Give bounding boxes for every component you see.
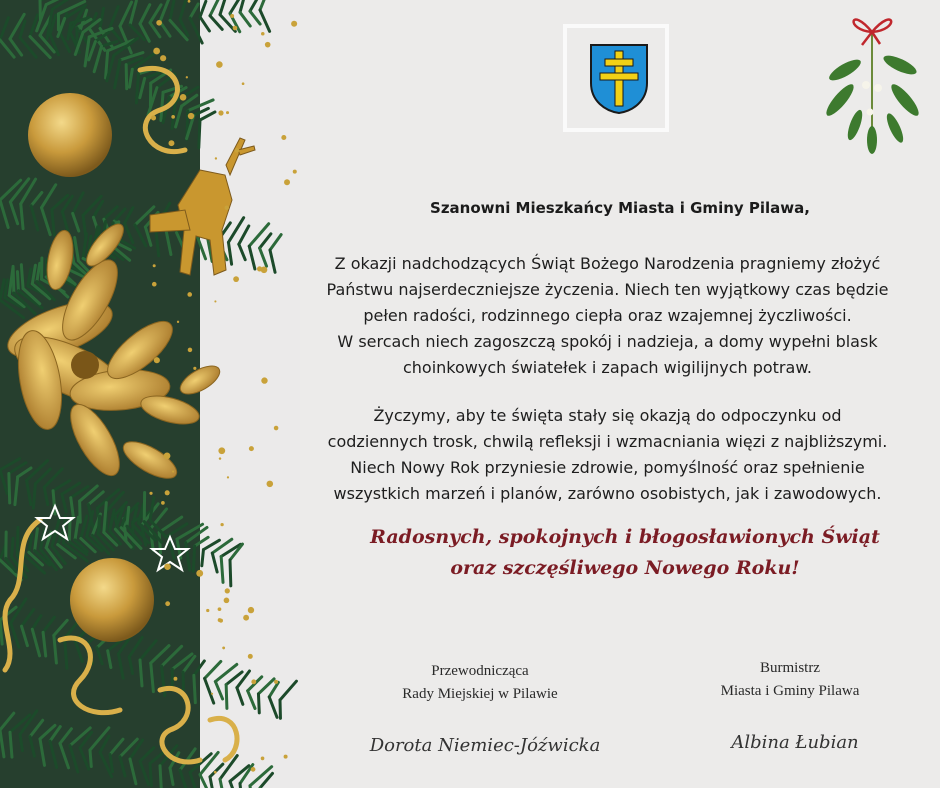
fir-needle	[194, 675, 195, 702]
glitter-dot	[225, 588, 230, 593]
fir-needle	[17, 527, 18, 555]
fir-needle	[69, 520, 70, 541]
fir-needle	[98, 516, 100, 534]
glitter-dot	[214, 771, 217, 774]
glitter-dot	[180, 94, 187, 101]
glitter-dot	[211, 693, 213, 695]
glitter-dot	[165, 490, 170, 495]
fir-needle	[140, 660, 142, 686]
fir-needle	[136, 74, 138, 103]
glitter-dot	[224, 598, 230, 604]
glitter-dot	[171, 115, 175, 119]
greeting-paragraph-1	[305, 251, 910, 381]
glitter-dot	[218, 618, 222, 622]
glitter-dot	[261, 32, 265, 36]
signatory-left-title	[340, 660, 620, 706]
paragraph-line: wszystkich marzeń i planów, zarówno osobistych, jak i zawodowych.	[333, 484, 882, 503]
holiday-wishes	[345, 522, 905, 584]
glitter-dot	[218, 447, 225, 454]
glitter-dot	[193, 367, 196, 370]
signatory-right-title	[660, 657, 920, 703]
glitter-dot	[218, 110, 223, 115]
fir-needle	[221, 557, 223, 583]
fir-needle	[10, 732, 12, 757]
glitter-dot	[153, 264, 156, 267]
fir-needle	[127, 507, 129, 526]
fir-needle	[150, 763, 151, 785]
glitter-dot	[227, 476, 229, 478]
signatory-title-line: Rady Miejskiej w Pilawie	[402, 686, 558, 702]
greeting-heading: Szanowni Mieszkańcy Miasta i Gminy Pilawa,	[430, 199, 810, 217]
glitter-dot	[248, 654, 253, 659]
glitter-dot	[219, 457, 221, 459]
glitter-dot	[274, 680, 278, 684]
glitter-dot	[152, 282, 157, 287]
glitter-dot	[218, 607, 222, 611]
glitter-dot	[291, 21, 297, 27]
fir-needle	[202, 550, 204, 566]
fir-needle	[80, 501, 81, 522]
fir-needle	[9, 473, 10, 502]
fir-needle	[21, 265, 23, 289]
signatory-title-line: Miasta i Gminy Pilawa	[720, 683, 860, 699]
glitter-dot	[149, 492, 152, 495]
fir-needle	[193, 546, 194, 571]
glitter-dot	[257, 266, 262, 271]
fir-needle	[226, 685, 227, 709]
glitter-dot	[188, 113, 194, 119]
signatory-title-line: Burmistrz	[760, 660, 820, 676]
paragraph-line: W sercach niech zagoszczą spokój i nadzieja, a domy wypełni blask	[337, 332, 878, 351]
glitter-dot	[168, 140, 174, 146]
fir-needle	[13, 266, 14, 293]
fir-needle	[33, 484, 35, 508]
glitter-dot	[225, 206, 229, 210]
glitter-dot	[172, 470, 174, 472]
fir-needle	[0, 620, 2, 644]
glitter-dot	[267, 481, 274, 488]
wish-line: Radosnych, spokojnych i błogosławionych Świąt	[370, 526, 880, 548]
glitter-dot	[161, 501, 165, 505]
glitter-dot	[215, 157, 217, 159]
glitter-dot	[243, 615, 249, 621]
glitter-dot	[230, 14, 234, 18]
glitter-dot	[233, 26, 238, 31]
glitter-dot	[284, 179, 290, 185]
glitter-dot	[154, 357, 160, 363]
glitter-dot	[153, 48, 160, 55]
paragraph-line: pełen radości, rodzinnego ciepła oraz wzajemnej życzliwości.	[363, 306, 852, 325]
glitter-dot	[186, 76, 188, 78]
glitter-dot	[265, 42, 271, 48]
wish-line: oraz szczęśliwego Nowego Roku!	[450, 557, 800, 579]
glitter-dot	[174, 677, 178, 681]
fir-needle	[12, 538, 14, 557]
paragraph-line: choinkowych światełek i zapach wigilijnych potraw.	[402, 358, 813, 377]
glitter-dot	[251, 679, 256, 684]
fir-needle	[126, 65, 127, 89]
glitter-dot	[220, 523, 223, 526]
glitter-dot	[261, 757, 265, 761]
glitter-dot	[188, 348, 193, 353]
fir-needle	[160, 766, 161, 788]
glitter-dot	[151, 115, 156, 120]
emblem-frame	[563, 24, 669, 132]
glitter-dot	[164, 452, 171, 459]
glitter-dot	[165, 601, 170, 606]
glitter-dot	[160, 55, 166, 61]
glitter-dot	[164, 563, 171, 570]
glitter-dot	[187, 292, 192, 297]
fir-needle	[17, 272, 18, 291]
glitter-dot	[249, 446, 254, 451]
greeting-paragraph-2	[305, 403, 910, 507]
glitter-dot	[242, 82, 245, 85]
glitter-dot	[248, 607, 254, 613]
glitter-dot	[261, 377, 267, 383]
glitter-dot	[214, 300, 216, 302]
glitter-dot	[222, 647, 225, 650]
glitter-dot	[226, 111, 229, 114]
signature-left: Dorota Niemiec-Jóźwicka	[369, 735, 601, 756]
glitter-dot	[206, 609, 209, 612]
paragraph-line: Niech Nowy Rok przyniesie zdrowie, pomyślność oraz spełnienie	[350, 458, 865, 477]
glitter-dot	[281, 135, 286, 140]
glitter-dot	[156, 20, 162, 26]
fir-needle	[230, 560, 231, 586]
christmas-decoration-image	[0, 0, 300, 788]
glitter-dot	[284, 755, 288, 759]
double-cross-coat-of-arms-icon	[589, 43, 649, 115]
signature-right: Albina Łubian	[731, 732, 859, 753]
glitter-dot	[251, 767, 256, 772]
glitter-dot	[274, 426, 279, 431]
signatory-title-line: Przewodnicząca	[431, 663, 529, 679]
glitter-dot	[235, 148, 240, 153]
glitter-dot	[233, 276, 239, 282]
paragraph-line: codziennych trosk, chwilą refleksji i wzmacniania więzi z najbliższymi.	[327, 432, 888, 451]
glitter-dot	[293, 170, 297, 174]
fir-needle	[258, 694, 259, 713]
fir-needle	[199, 120, 200, 148]
paragraph-line: Życzymy, aby te święta stały się okazją do odpoczynku od	[373, 406, 842, 425]
paragraph-line: Państwu najserdeczniejsze życzenia. Niech ten wyjątkowy czas będzie	[326, 280, 889, 299]
glitter-dot	[196, 570, 203, 577]
fir-needle	[90, 750, 91, 766]
glitter-dot	[216, 61, 223, 68]
paragraph-line: Z okazji nadchodzących Świąt Bożego Narodzenia pragniemy złożyć	[334, 254, 881, 273]
glitter-dot	[177, 321, 179, 323]
mistletoe-icon	[800, 0, 930, 160]
